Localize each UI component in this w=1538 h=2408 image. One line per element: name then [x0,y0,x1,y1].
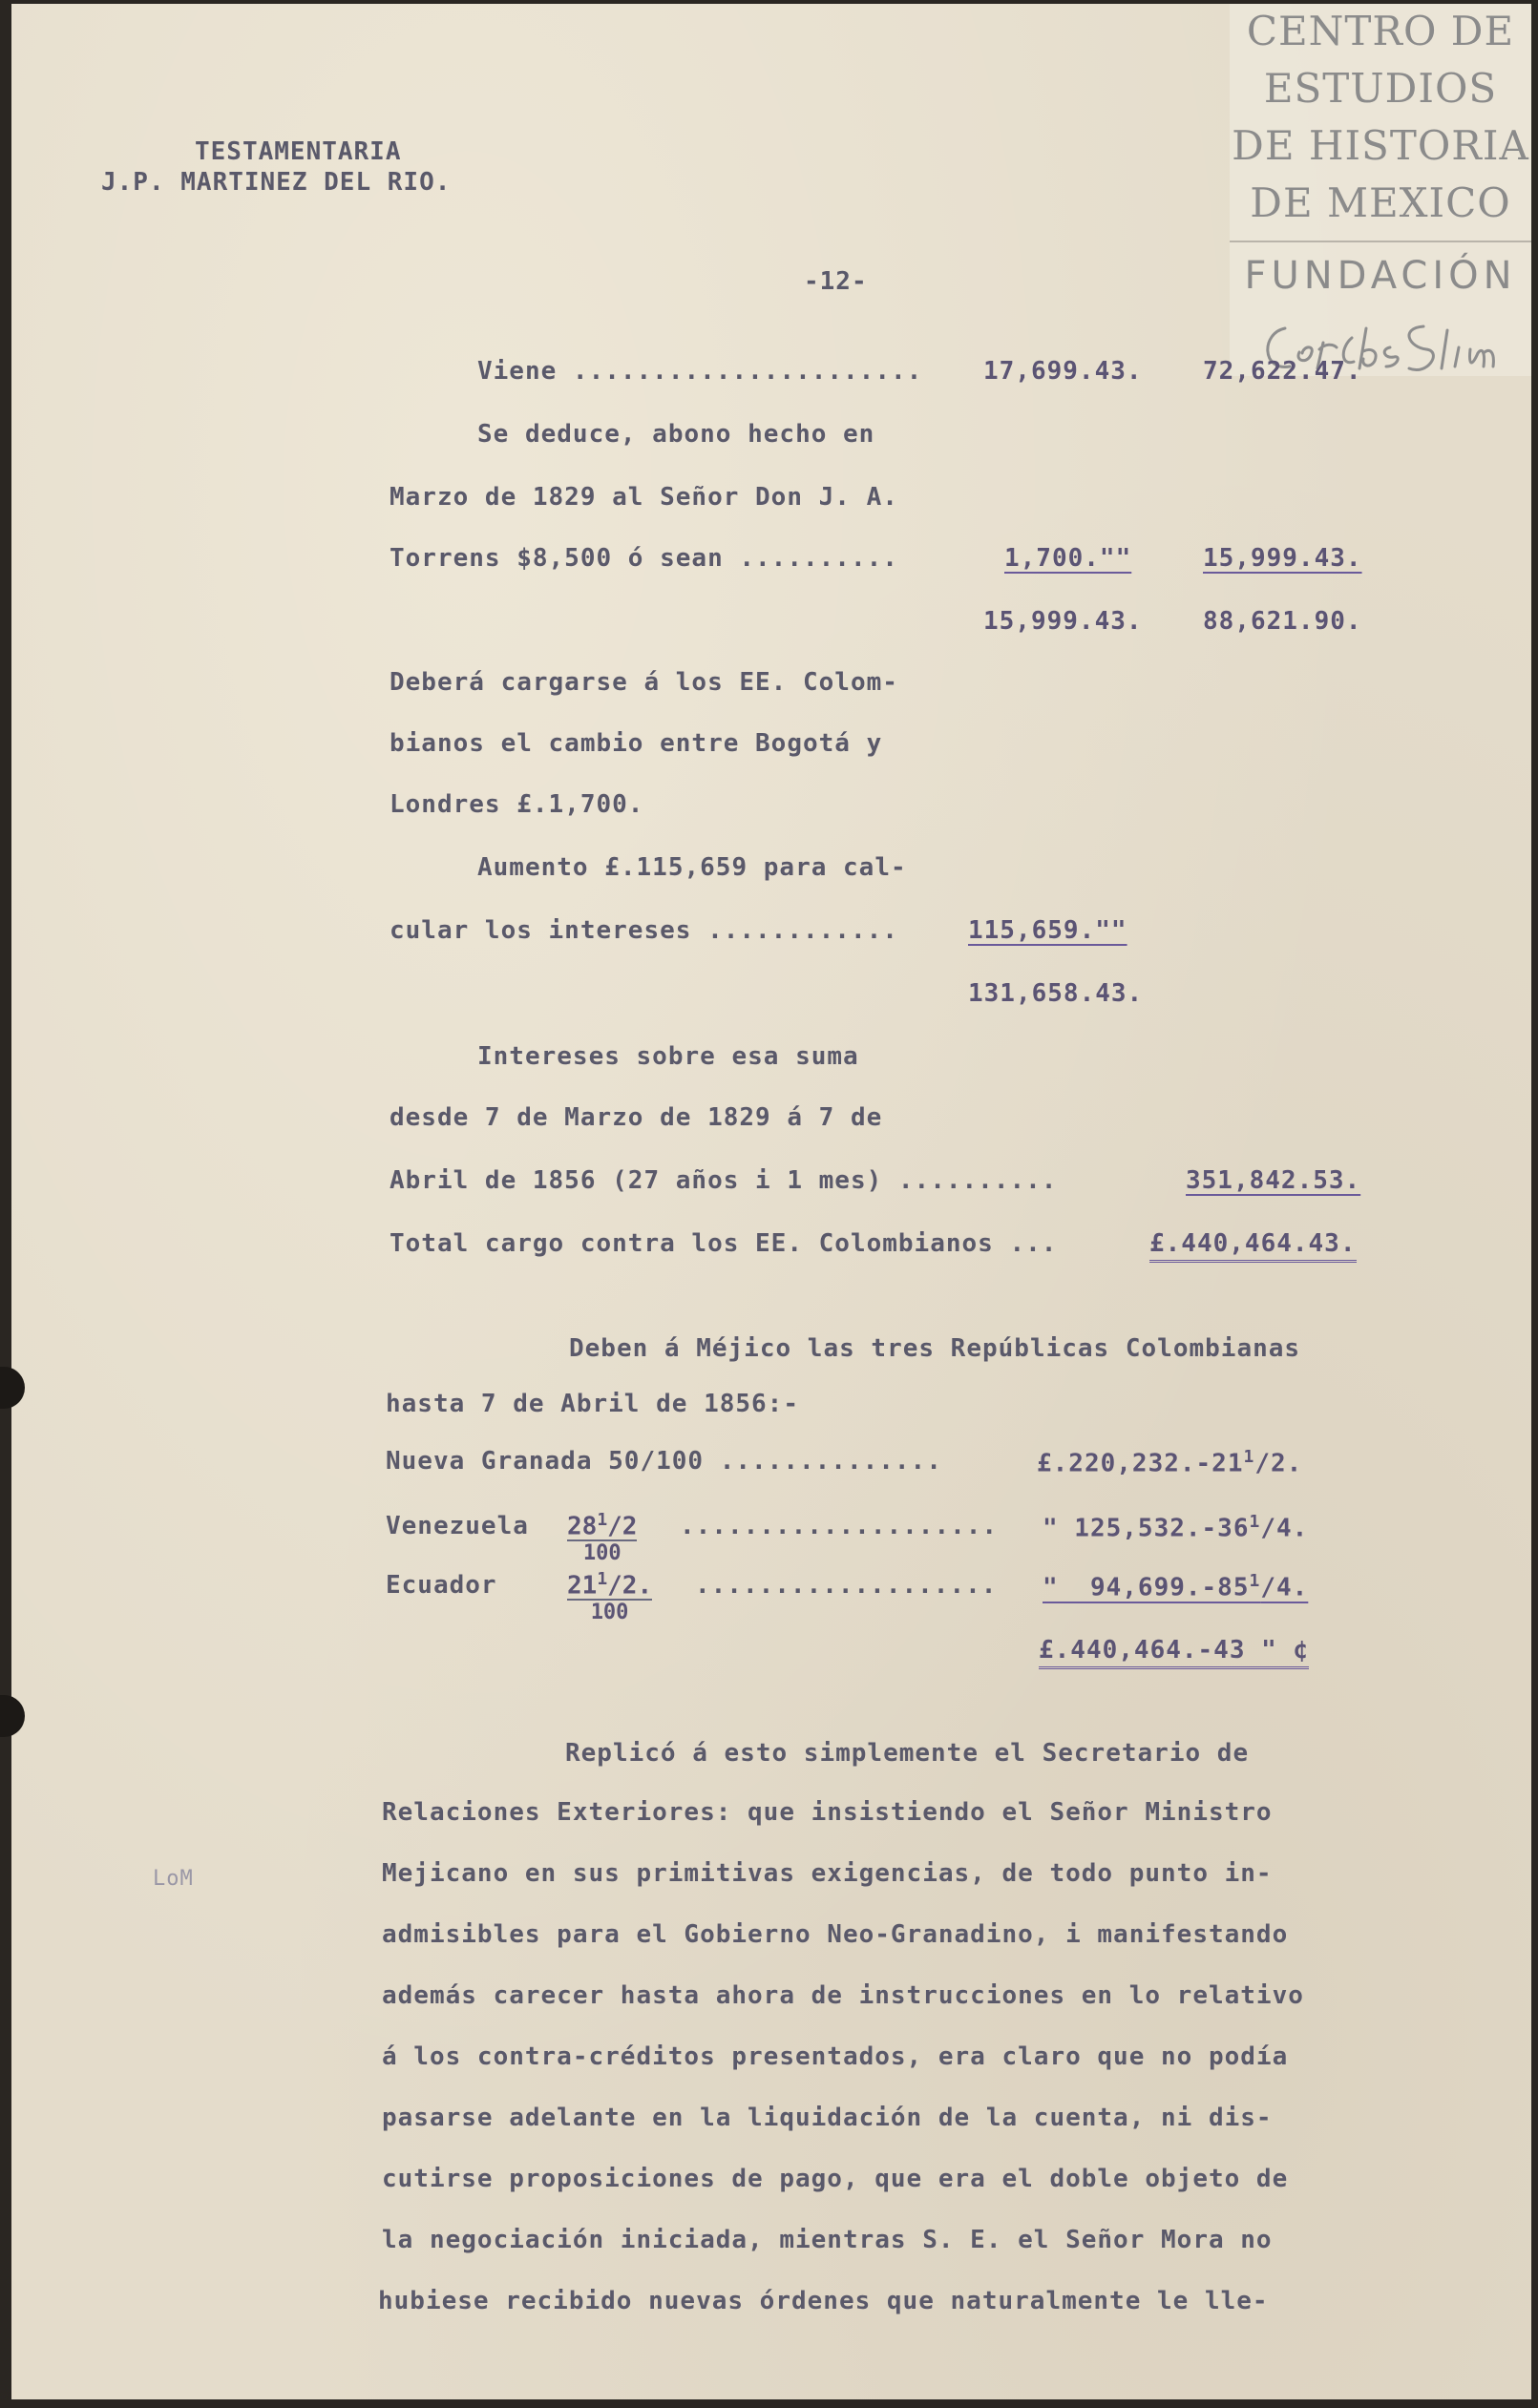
archive-stamp [1230,4,1531,376]
paragraph-line-10: hubiese recibido nuevas órdenes que naturalmente le lle- [378,2287,1269,2315]
aumento-line-2: cular los intereses ............ [390,916,898,945]
ecuador-leader: ................... [695,1571,998,1600]
deduce-col2: 15,999.43. [1203,544,1362,573]
stamp-line-4: DE MEXICO [1250,179,1511,226]
cargo-line-2: bianos el cambio entre Bogotá y [390,729,883,758]
paragraph-line-1: Replicó á esto simplemente el Secretario de [565,1739,1250,1768]
paragraph-line-6: á los contra-créditos presentados, era claro que no podía [382,2042,1289,2071]
venezuela-label: Venezuela [386,1512,529,1540]
nueva-granada-amount: $£.220,232.-21^1/2$. [1037,1447,1303,1478]
aumento-col: 115,659."" [968,916,1127,945]
stamp-foundation: FUNDACIÓN [1244,254,1517,298]
aumento-total: 131,658.43. [968,979,1144,1008]
deduce-line-3: Torrens $8,500 ó sean .......... [390,544,898,573]
paragraph-line-8: cutirse proposiciones de pago, que era el doble objeto de [382,2165,1289,2193]
viene-col2: 72,622.47. [1203,357,1362,386]
ecuador-share: $21^1/2$. 100 [567,1569,653,1624]
paragraph-line-5: además carecer hasta ahora de instrucciones en lo relativo [382,1981,1304,2010]
total-cargo-label: Total cargo contra los EE. Colombianos ... [390,1229,1058,1258]
interes-line-2: desde 7 de Marzo de 1829 á 7 de [390,1103,883,1132]
margin-note: LoM [153,1867,194,1891]
stamp-line-3: DE HISTORIA [1232,122,1529,169]
document-page [11,4,1531,2399]
venezuela-share: $28^1/2$ 100 [567,1510,638,1565]
cargo-line-3: Londres £.1,700. [390,790,644,819]
paragraph-line-2: Relaciones Exteriores: que insistiendo el Señor Ministro [382,1798,1273,1827]
paragraph-line-3: Mejicano en sus primitivas exigencias, de todo punto in- [382,1859,1273,1888]
stamp-line-2: ESTUDIOS [1263,65,1498,112]
ecuador-label: Ecuador [386,1571,497,1600]
viene-label: Viene ...................... [477,357,923,386]
stamp-line-1: CENTRO DE [1246,8,1515,54]
cargo-line-1: Deberá cargarse á los EE. Colom- [390,668,898,697]
subtotal-col2: 88,621.90. [1203,607,1362,636]
viene-col1: 17,699.43. [983,357,1143,386]
total-cargo-amount: £.440,464.43. [1149,1229,1357,1263]
deduce-col1: 1,700."" [1004,544,1132,573]
nueva-granada-label: Nueva Granada 50/100 .............. [386,1447,942,1476]
deduce-line-2: Marzo de 1829 al Señor Don J. A. [390,483,898,512]
page-number: -12- [804,267,868,296]
header-subtitle: J.P. MARTINEZ DEL RIO. [101,168,452,197]
venezuela-amount: " $125,532.-36^1/4$. [1043,1512,1309,1543]
debts-intro-line-1: Deben á Méjico las tres Repúblicas Colombianas [569,1334,1301,1363]
paragraph-line-7: pasarse adelante en la liquidación de la cuenta, ni dis- [382,2104,1273,2132]
interes-line-1: Intereses sobre esa suma [477,1042,859,1071]
paragraph-line-4: admisibles para el Gobierno Neo-Granadino, i manifestando [382,1920,1289,1949]
subtotal-col1: 15,999.43. [983,607,1143,636]
aumento-line-1: Aumento £.115,659 para cal- [477,853,907,882]
deduce-line-1: Se deduce, abono hecho en [477,420,875,449]
venezuela-leader: .................... [680,1512,999,1540]
interes-line-3: Abril de 1856 (27 años i 1 mes) .......... [390,1166,1058,1195]
paragraph-line-9: la negociación iniciada, mientras S. E. el Señor Mora no [382,2226,1273,2254]
stamp-divider [1230,241,1531,242]
debts-intro-line-2: hasta 7 de Abril de 1856:- [386,1390,799,1418]
ecuador-amount: " $94,699.-85^1/4$. [1043,1571,1309,1602]
interes-col: 351,842.53. [1186,1166,1361,1195]
header-title: TESTAMENTARIA [195,137,402,166]
grand-total: £.440,464.-43 " ¢ [1039,1636,1309,1669]
